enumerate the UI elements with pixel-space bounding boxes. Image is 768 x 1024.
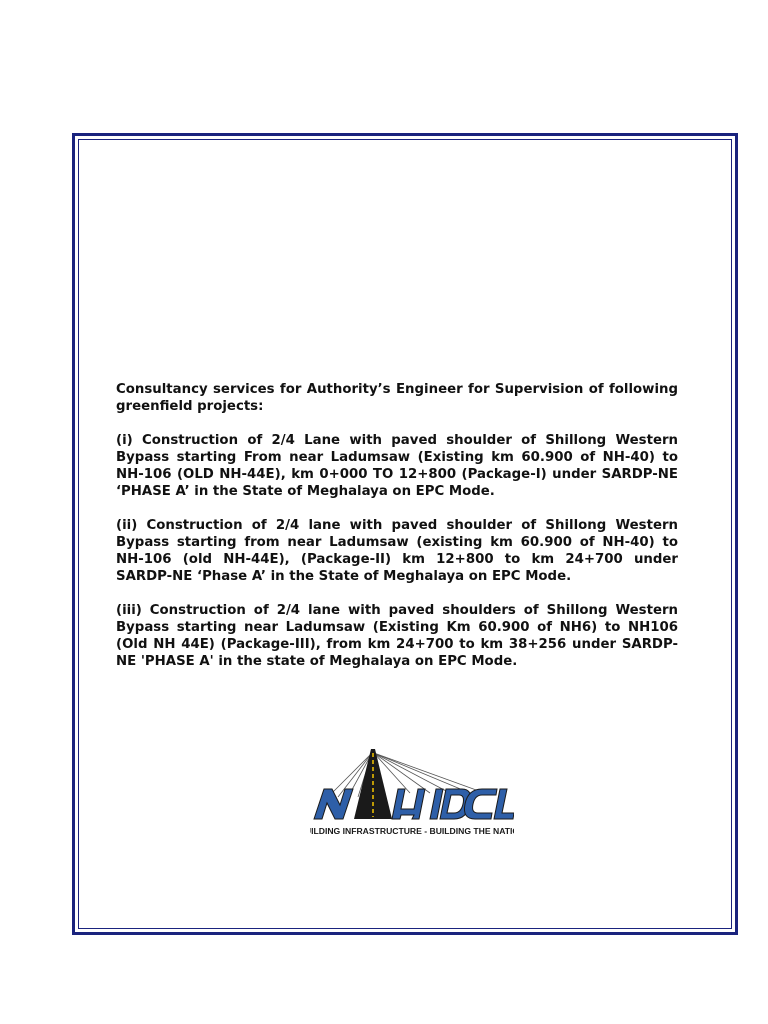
intro-paragraph: Consultancy services for Authority’s Engineer for Supervision of following greenfield projects:	[116, 382, 678, 414]
project-item-3: (iii) Construction of 2/4 lane with paved shoulders of Shillong Western Bypass starting near Ladumsaw (Existing Km 60.900 of NH6) to NH106 (Old NH 44E) (Package-III), from km 24+700 to km 38+256 under SARDP-NE 'PHASE A' in the state of Meghalaya on EPC Mode.	[116, 603, 678, 669]
document-body	[116, 381, 678, 687]
logo-tagline: BUILDING INFRASTRUCTURE - BUILDING THE NATION	[310, 826, 514, 836]
nhidcl-logo-graphic	[310, 745, 514, 837]
project-item-2: (ii) Construction of 2/4 lane with paved shoulder of Shillong Western Bypass starting from near Ladumsaw (existing km 60.900 of NH-40) to NH-106 (old NH-44E), (Package-II) km 12+800 to km 24+700 under SARDP-NE ‘Phase A’ in the State of Meghalaya on EPC Mode.	[116, 518, 678, 584]
nhidcl-logo	[310, 745, 514, 837]
project-item-1: (i) Construction of 2/4 Lane with paved shoulder of Shillong Western Bypass starting From near Ladumsaw (Existing km 60.900 of NH-40) to NH-106 (OLD NH-44E), km 0+000 TO 12+800 (Package-I) under SARDP-NE ‘PHASE A’ in the State of Meghalaya on EPC Mode.	[116, 433, 678, 499]
logo-letters-icon	[314, 789, 514, 819]
